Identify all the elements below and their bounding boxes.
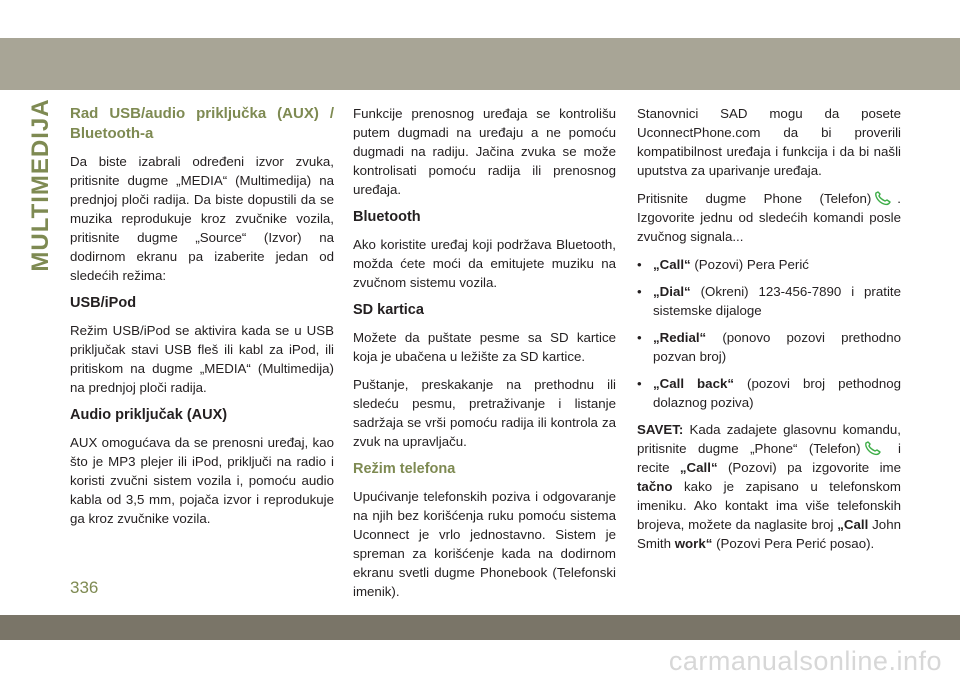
command-label: „Dial“ [653,284,691,299]
tip-label: SAVET: [637,422,684,437]
column-2 [353,104,616,610]
bluetooth-paragraph: Ako koristite uređaj koji podržava Bluetooth, možda ćete moći da emitujete muziku na zvučnom sistemu vozila. [353,237,616,290]
sd-paragraph-1: Možete da puštate pesme sa SD kartice koja je ubačena u ležište za SD kartice. [353,330,616,364]
tip-text: John Smith [637,517,901,551]
column-3 [637,104,901,562]
tip-text: kako je zapisano u telefonskom imeniku. Ako kontakt ima više telefonskih brojeva, možete da naglasite broj [637,479,901,532]
tip-text: (Pozovi Pera Perić posao). [712,536,875,551]
section-heading: Rad USB/audio priključka (AUX) / Bluetooth-a [70,105,334,142]
voice-command-list [637,255,901,412]
tip-command: „Call“ [679,460,718,475]
tip-paragraph [637,420,901,553]
command-desc: (Pozovi) Pera Perić [690,257,809,272]
bluetooth-heading: Bluetooth [353,209,421,225]
sd-heading: SD kartica [353,302,424,318]
tip-emphasis: tačno [637,479,673,494]
command-desc: (ponovo pozovi prethodno pozvan broj) [653,330,901,364]
section-label: MULTIMEDIJA [27,98,54,272]
command-label: „Redial“ [653,330,707,345]
intro-paragraph: Da biste izabrali određeni izvor zvuka, pritisnite dugme „MEDIA“ (Multimedija) na prednjoj ploči radija. Da biste dopustili da se muzika reprodukuje kroz zvučnike vozila, pritisnite dugme „Source“ (Izvor) na dodirnom ekranu pa izaberite jedan od sledećih režima: [70,154,334,283]
command-desc: (pozovi broj pethodnog dolaznog poziva) [653,376,902,410]
phone-mode-paragraph: Upućivanje telefonskih poziva i odgovaranje na njih bez korišćenja ruku pomoću sistema Uconnect je vrlo jednostavno. Sistem je spreman za korišćenje kada na dodirnom ekranu svetli dugme Phonebook (Telefonski imenik). [353,489,616,599]
list-item: • „Dial“ (Okreni) 123-456-7890 i pratite sistemske dijaloge [637,284,901,318]
section-tab [27,98,54,272]
list-item: • „Redial“ (ponovo pozovi prethodno pozvan broj) [637,330,901,364]
press-phone-text: Pritisnite dugme Phone (Telefon) [637,191,872,206]
tip-text: i recite [637,441,901,475]
command-desc: (Okreni) 123-456-7890 i pratite sistemske dijaloge [653,284,901,318]
sd-paragraph-2: Puštanje, preskakanje na prethodnu ili sledeću pesmu, pretraživanje i listanje sadržaja se vrši pomoću radija ili kontrola za zvuk na upravljaču. [353,377,616,449]
aux-heading: Audio priključak (AUX) [70,407,228,423]
command-label: „Call back“ [653,376,735,391]
page-number: 336 [70,578,99,597]
tip-text: Kada zadajete glasovnu komandu, pritisnite dugme „Phone“ (Telefon) [637,422,901,456]
watermark-text: carmanualsonline.info [668,646,942,676]
control-paragraph: Funkcije prenosnog uređaja se kontrolišu putem dugmadi na uređaju a ne pomoću dugmadi na radiju. Jačina zvuka se može kontrolisati pomoću radija ili prenosnog uređaja. [353,106,616,197]
tip-command: work“ [674,536,713,551]
tip-text: (Pozovi) pa izgovorite ime [717,460,901,475]
list-item: • „Call“ (Pozovi) Pera Perić [637,257,809,272]
column-1 [70,104,334,537]
phone-icon [863,441,885,457]
list-item: • „Call back“ (pozovi broj pethodnog dolaznog poziva) [637,376,902,410]
footer-band [0,615,960,640]
press-phone-paragraph [637,189,901,246]
press-phone-text-2: . Izgovorite jednu od sledećih komandi posle zvučnog signala... [637,191,901,244]
usb-paragraph: Režim USB/iPod se aktivira kada se u USB priključak stavi USB fleš ili kabl za iPod, ili pritiskom na dugme „MEDIA“ (Multimedija) na prednjoj ploči radija. [70,323,334,395]
phone-mode-heading: Režim telefona [353,461,456,477]
usb-heading: USB/iPod [70,295,137,311]
tip-command: „Call [837,517,869,532]
aux-paragraph: AUX omogućava da se prenosni uređaj, kao što je MP3 plejer ili iPod, priključi na radio i koristi zvučni sistem vozila i, pomoću audio kabla od 3,5 mm, pojača izvor i reprodukuje ga kroz zvučnike vozila. [70,435,334,526]
top-margin [0,0,960,38]
usa-paragraph: Stanovnici SAD mogu da posete UconnectPhone.com da bi proverili kompatibilnost uređaja i funkcija i da bi našli uputstva za uparivanje uređaja. [637,106,901,178]
header-band [0,38,960,90]
command-label: „Call“ [653,257,691,272]
phone-icon [873,191,895,207]
